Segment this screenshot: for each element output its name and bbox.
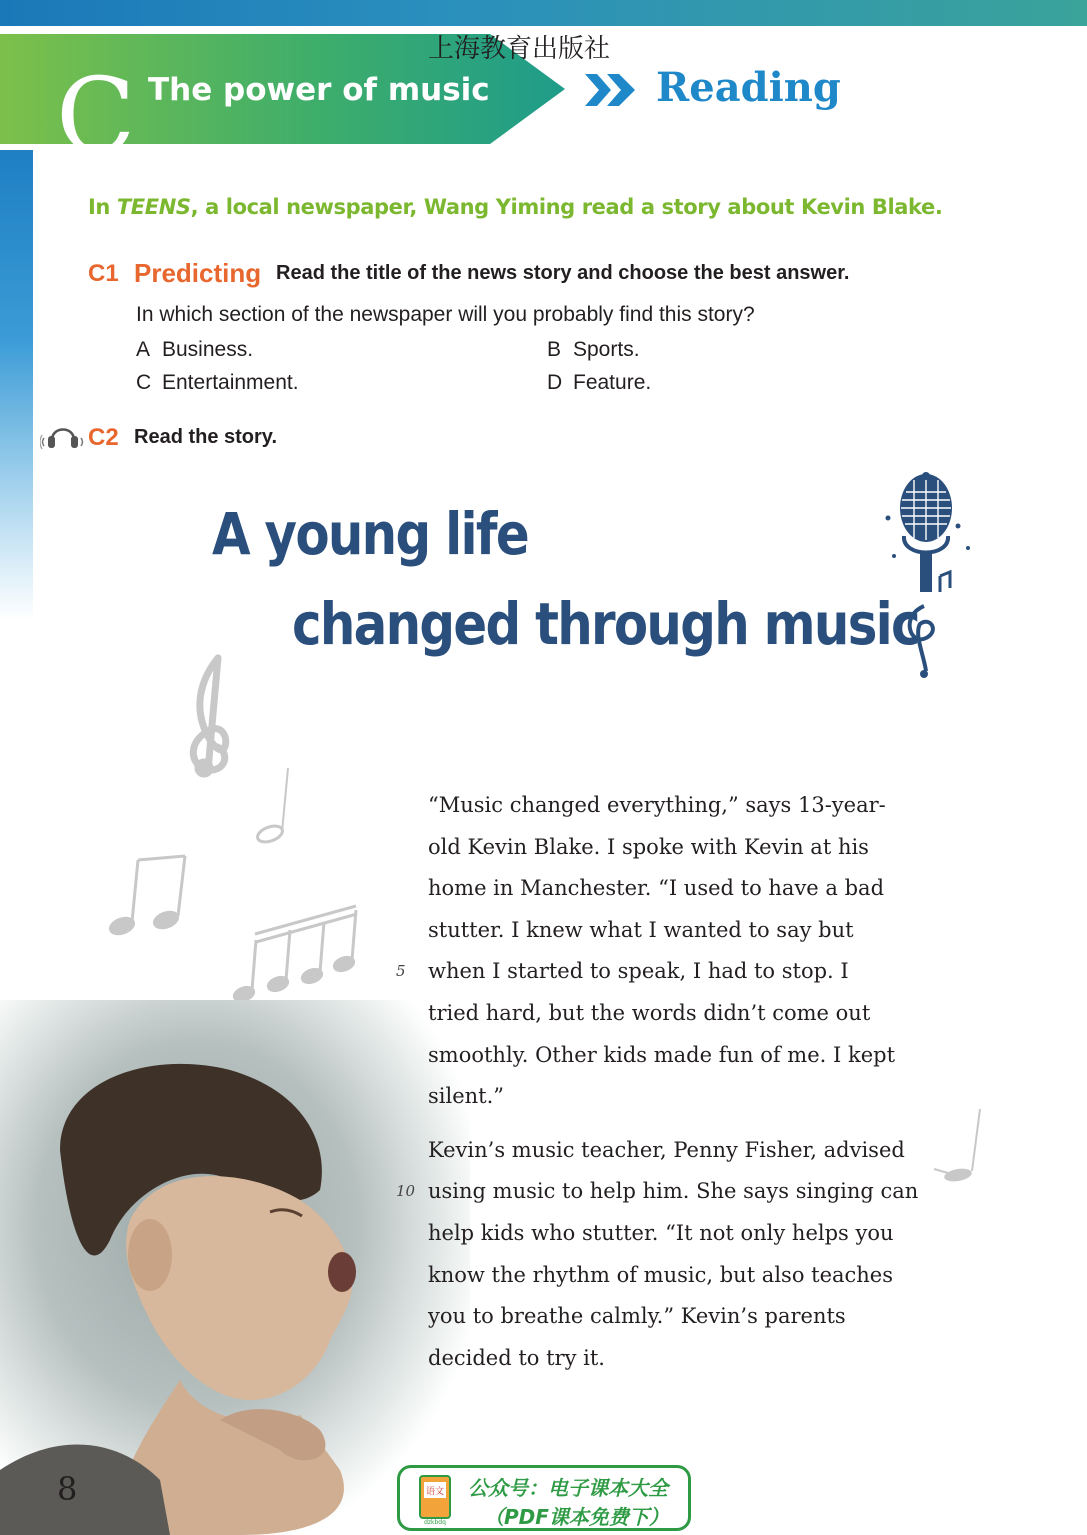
option-text: Sports. — [573, 338, 640, 361]
story-line — [396, 951, 928, 993]
left-color-bar — [0, 150, 33, 620]
headset-icon[interactable] — [40, 418, 86, 454]
publisher-name: 上海教育出版社 — [428, 34, 611, 64]
task-c1-number: C1 — [88, 260, 119, 287]
story-body — [396, 785, 928, 1391]
line-number: 5 — [396, 962, 406, 981]
treble-clef-icon — [193, 658, 225, 774]
task-c2-number: C2 — [88, 424, 119, 451]
option-c[interactable] — [136, 371, 299, 395]
line-number: 10 — [396, 1182, 416, 1201]
intro-suffix: , a local newspaper, Wang Yiming read a story about Kevin Blake. — [190, 195, 943, 219]
option-a[interactable] — [136, 338, 253, 362]
story-line: know the rhythm of music, but also teaches — [428, 1262, 894, 1287]
music-note-icon — [255, 768, 288, 845]
intro-prefix: In — [88, 195, 117, 219]
option-letter: C — [136, 371, 152, 394]
promo-badge[interactable] — [397, 1465, 691, 1531]
music-note-icon — [108, 856, 185, 937]
story-line — [396, 1171, 928, 1213]
option-d[interactable] — [547, 371, 651, 395]
section-letter: C — [56, 55, 136, 177]
decorative-notes — [100, 650, 380, 1010]
story-line: help kids who stutter. “It not only helps you — [428, 1220, 894, 1245]
story-line: you to breathe calmly.” Kevin’s parents — [428, 1304, 846, 1329]
task-c1-question: In which section of the newspaper will you probably find this story? — [136, 303, 755, 326]
music-note-icon — [930, 1105, 990, 1195]
story-line-text: using music to help him. She says singing can — [428, 1179, 919, 1204]
double-chevron-icon — [583, 72, 639, 108]
story-paragraph-1 — [396, 785, 928, 1118]
section-title: The power of music — [148, 72, 490, 108]
page-number: 8 — [57, 1470, 78, 1508]
book-icon — [416, 1474, 456, 1526]
story-headline-line2: changed through music — [292, 590, 919, 658]
promo-line-2: （PDF课本免费下） — [484, 1505, 669, 1529]
story-line: silent.” — [428, 1084, 505, 1109]
story-line: old Kevin Blake. I spoke with Kevin at his — [428, 834, 869, 859]
option-b[interactable] — [547, 338, 640, 362]
story-line: decided to try it. — [428, 1345, 605, 1370]
story-headline-line1: A young life — [212, 500, 528, 568]
option-letter: B — [547, 338, 562, 361]
option-text: Entertainment. — [162, 371, 299, 394]
intro-sentence — [88, 195, 942, 219]
promo-line-1: 公众号：电子课本大全 — [468, 1476, 668, 1500]
option-letter: A — [136, 338, 151, 361]
story-line: home in Manchester. “I used to have a bad — [428, 876, 885, 901]
story-line: “Music changed everything,” says 13-year- — [428, 793, 886, 817]
microphone-icon — [880, 466, 975, 686]
book-icon-caption: dzkbdq — [424, 1519, 446, 1526]
story-line-text: when I started to speak, I had to stop. I — [428, 959, 849, 984]
singing-boy-photo — [0, 1000, 470, 1535]
story-line: stutter. I knew what I wanted to say but — [428, 917, 854, 942]
option-letter: D — [547, 371, 563, 394]
book-icon-text: 语文 — [425, 1487, 445, 1497]
music-note-icon — [233, 906, 357, 1003]
option-text: Business. — [162, 338, 254, 361]
story-line: Kevin’s music teacher, Penny Fisher, advised — [428, 1137, 905, 1162]
top-color-strip — [0, 0, 1087, 26]
story-paragraph-2 — [396, 1130, 928, 1380]
reading-label: Reading — [656, 64, 841, 111]
story-line: tried hard, but the words didn’t come out — [428, 1000, 871, 1025]
task-c2-instruction: Read the story. — [134, 426, 277, 448]
task-c1-name: Predicting — [134, 258, 262, 288]
newspaper-name: TEENS — [116, 195, 191, 219]
option-text: Feature. — [573, 371, 652, 394]
story-line: smoothly. Other kids made fun of me. I kept — [428, 1042, 896, 1067]
task-c1-instruction: Read the title of the news story and choose the best answer. — [276, 262, 850, 284]
